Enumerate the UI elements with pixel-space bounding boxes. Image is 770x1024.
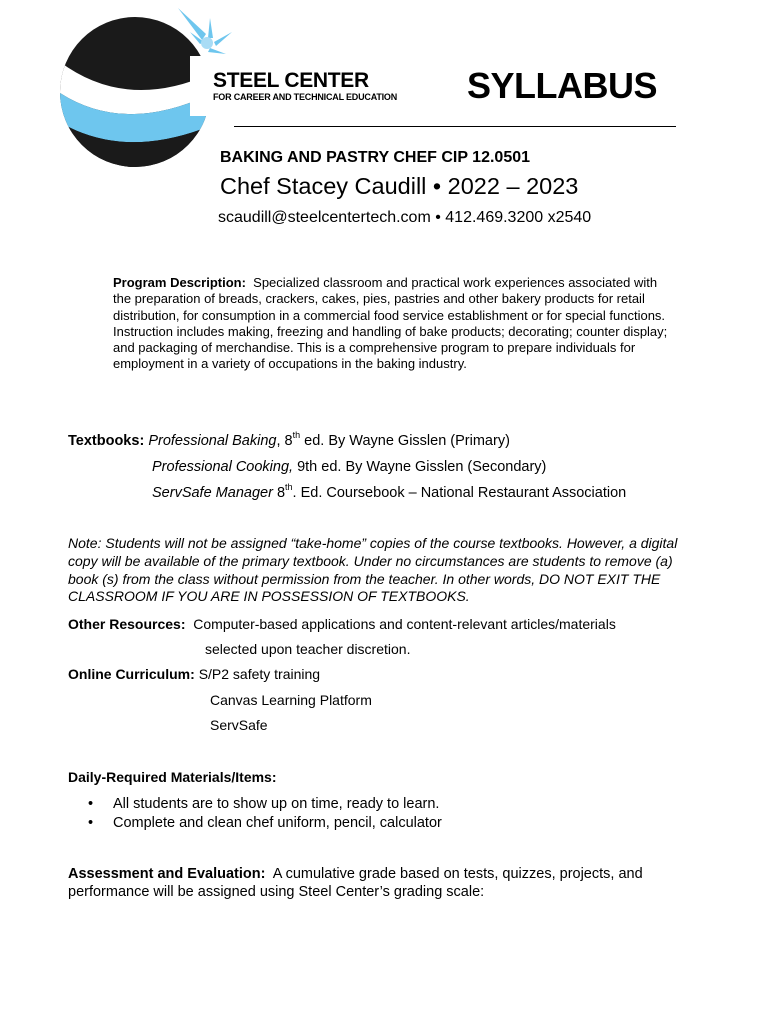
list-item xyxy=(88,795,442,814)
textbook-edition-sup: th xyxy=(285,482,293,493)
bullet-icon: • xyxy=(88,815,94,831)
textbook-secondary xyxy=(152,458,546,476)
textbook-sep: , xyxy=(276,433,285,449)
steel-center-logo xyxy=(50,4,235,169)
title-divider xyxy=(234,126,676,127)
assessment-section xyxy=(68,865,688,901)
program-description-label: Program Description: xyxy=(113,275,246,290)
textbook-edition-sup: th xyxy=(292,430,301,441)
online-curriculum-item: ServSafe xyxy=(210,717,268,733)
textbook-title: Professional Baking xyxy=(148,433,277,449)
other-resources-text: Computer-based applications and content-relevant articles/materials xyxy=(193,616,616,632)
other-resources-line2: selected upon teacher discretion. xyxy=(205,641,411,657)
online-curriculum-line1 xyxy=(68,665,320,683)
org-subtitle: FOR CAREER AND TECHNICAL EDUCATION xyxy=(213,92,398,102)
textbook-title: ServSafe Manager xyxy=(152,485,273,501)
bullet-icon: • xyxy=(88,796,94,812)
assessment-text: A cumulative grade based on tests, quizzes, projects, and performance will be assigned using Steel Center’s grading scale: xyxy=(68,866,643,900)
textbooks-label: Textbooks: xyxy=(68,433,145,449)
textbook-edition: 9th ed. By Wayne Gisslen (Secondary) xyxy=(297,459,547,475)
assessment-label: Assessment and Evaluation: xyxy=(68,866,266,882)
materials-heading xyxy=(68,768,277,786)
program-description-text: Specialized classroom and practical work experiences associated with the preparation of breads, crackers, cakes, pies, pastries and other bakery products for retail distribution, for consumption in a commercial food service establishment or for special functions. Instruction includes making, freezing and handling of bake products; decorating; counter display; and packaging of merchandise. This is a comprehensive program to prepare individuals for employment in a variety of occupations in the baking industry. xyxy=(113,275,668,372)
materials-label: Daily-Required Materials/Items: xyxy=(68,769,277,785)
textbook-primary xyxy=(68,432,510,450)
other-resources-line1 xyxy=(68,615,616,633)
online-curriculum-item: S/P2 safety training xyxy=(198,666,321,682)
list-item xyxy=(88,814,442,833)
document-title: SYLLABUS xyxy=(467,65,658,106)
contact-line: scaudill@steelcentertech.com • 412.469.3200 x2540 xyxy=(218,209,592,226)
materials-list xyxy=(88,795,442,833)
textbook-servsafe xyxy=(152,484,626,502)
list-item-text: All students are to show up on time, ready to learn. xyxy=(113,796,440,812)
online-curriculum-label: Online Curriculum: xyxy=(68,666,195,682)
program-description xyxy=(113,275,673,373)
instructor-line: Chef Stacey Caudill • 2022 – 2023 xyxy=(220,173,579,199)
other-resources-label: Other Resources: xyxy=(68,616,186,632)
textbook-title: Professional Cooking, xyxy=(152,459,294,475)
textbook-edition: 8 xyxy=(276,485,286,501)
textbook-note: Note: Students will not be assigned “take-home” copies of the course textbooks. However, a digital copy will be available of the primary textbook. Under no circumstances are students to remove (a) book (s) from the class without permission from the teacher. In other words, DO NOT EXIT THE CLASSROOM IF YOU ARE IN POSSESSION OF TEXTBOOKS. xyxy=(68,535,678,605)
textbook-edition: 8 xyxy=(284,433,293,449)
course-name: BAKING AND PASTRY CHEF CIP 12.0501 xyxy=(220,149,531,166)
textbook-rest: . Ed. Coursebook – National Restaurant Association xyxy=(292,485,627,501)
list-item-text: Complete and clean chef uniform, pencil, calculator xyxy=(113,815,442,831)
textbook-rest: ed. By Wayne Gisslen (Primary) xyxy=(300,433,510,449)
org-name: STEEL CENTER xyxy=(213,69,369,92)
online-curriculum-item: Canvas Learning Platform xyxy=(210,692,372,708)
